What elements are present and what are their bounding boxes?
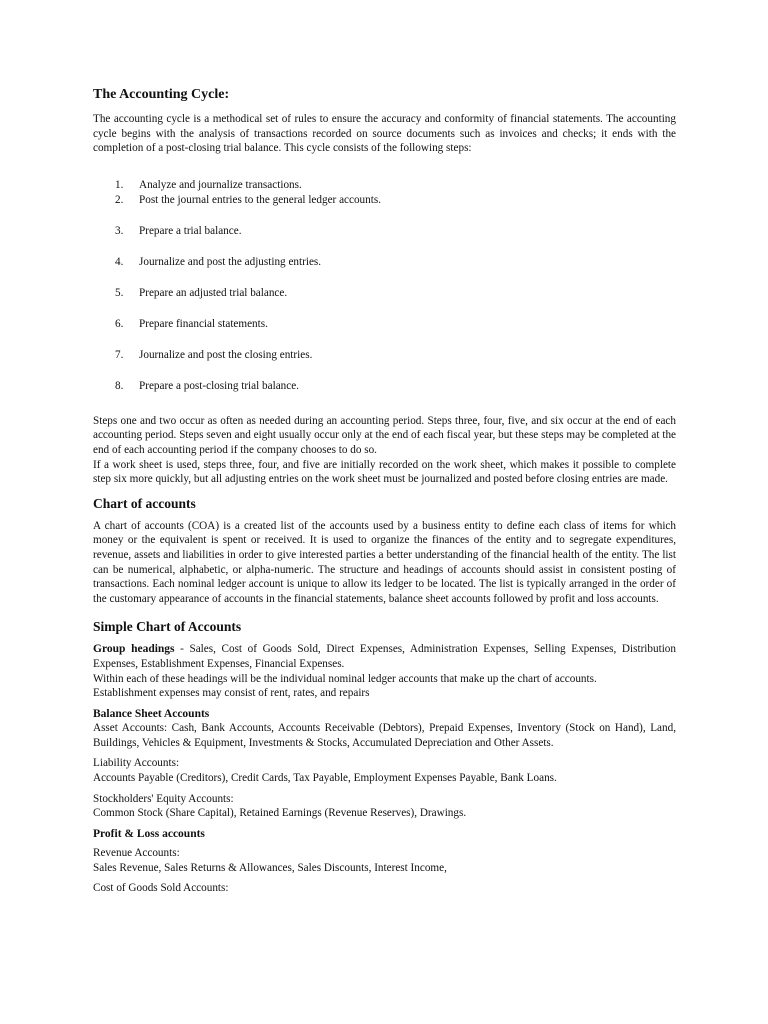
equity-accounts-label: Stockholders' Equity Accounts: — [93, 792, 234, 805]
revenue-accounts-label: Revenue Accounts: — [93, 847, 180, 860]
equity-accounts-items: Common Stock (Share Capital), Retained Earnings (Revenue Reserves), Drawings. — [93, 807, 467, 820]
work-sheet-paragraph: If a work sheet is used, steps three, four, and five are initially recorded on the work sheet, which makes it possible to complete step six more quickly, but all adjusting entries on the work sheet must be journalized and posted before closing entries are made. — [93, 458, 676, 486]
list-item-text: Prepare a trial balance. — [139, 224, 242, 237]
list-item-text: Prepare an adjusted trial balance. — [139, 286, 288, 299]
revenue-accounts-items: Sales Revenue, Sales Returns & Allowances, Sales Discounts, Interest Income, — [93, 861, 447, 874]
chart-of-accounts-heading: Chart of accounts — [93, 495, 196, 511]
steps-frequency-paragraph: Steps one and two occur as often as needed during an accounting period. Steps three, four, five, and six occur at the end of each accounting period. Steps seven and eight usually occur only at the end of each fiscal year, but these steps may be completed at the end of each accounting period if the company chooses to do so. — [93, 414, 676, 456]
group-headings-text: - Sales, Cost of Goods Sold, Direct Expenses, Administration Expenses, Selling Expenses, Distribution Expenses, Establishment Expenses, Financial Expenses. — [93, 643, 676, 670]
liability-accounts-label: Liability Accounts: — [93, 757, 180, 770]
list-item-number: 8. — [115, 379, 124, 392]
accounting-cycle-steps — [93, 178, 676, 394]
list-item-number: 5. — [115, 286, 124, 299]
list-item-number: 1. — [115, 178, 124, 191]
list-item-number: 2. — [115, 193, 124, 206]
list-item — [93, 379, 676, 394]
list-item — [93, 348, 676, 363]
cogs-accounts-label: Cost of Goods Sold Accounts: — [93, 882, 229, 895]
list-item — [93, 224, 676, 239]
list-item — [93, 317, 676, 332]
simple-chart-heading: Simple Chart of Accounts — [93, 619, 242, 635]
asset-accounts-text: Asset Accounts: Cash, Bank Accounts, Accounts Receivable (Debtors), Prepaid Expenses, Inventory (Stock on Hand), Land, Buildings, Vehicles & Equipment, Investments & Stocks, Accumulated Depreciation and Other Assets. — [93, 722, 676, 749]
list-item — [93, 178, 676, 193]
group-headings-label: Group headings — [93, 643, 175, 656]
list-item-text: Journalize and post the adjusting entries. — [139, 255, 322, 268]
list-item-text: Journalize and post the closing entries. — [139, 348, 313, 361]
balance-sheet-heading: Balance Sheet Accounts — [93, 707, 210, 720]
list-item-number: 6. — [115, 317, 124, 330]
list-item-number: 3. — [115, 224, 124, 237]
list-item-number: 7. — [115, 348, 124, 361]
list-item-number: 4. — [115, 255, 124, 268]
list-item-text: Prepare a post-closing trial balance. — [139, 379, 299, 392]
group-headings-paragraph — [93, 642, 676, 671]
list-item — [93, 193, 676, 208]
liability-accounts-items: Accounts Payable (Creditors), Credit Cards, Tax Payable, Employment Expenses Payable, Bank Loans. — [93, 771, 557, 784]
profit-loss-heading: Profit & Loss accounts — [93, 827, 205, 840]
within-headings-text: Within each of these headings will be the individual nominal ledger accounts that make up the chart of accounts. — [93, 672, 597, 685]
list-item-text: Analyze and journalize transactions. — [139, 178, 302, 191]
list-item — [93, 255, 676, 270]
establishment-text: Establishment expenses may consist of rent, rates, and repairs — [93, 687, 370, 700]
accounting-cycle-heading: The Accounting Cycle: — [93, 87, 230, 102]
list-item — [93, 286, 676, 301]
list-item-text: Prepare financial statements. — [139, 317, 268, 330]
list-item-text: Post the journal entries to the general ledger accounts. — [139, 193, 382, 206]
chart-of-accounts-body: A chart of accounts (COA) is a created list of the accounts used by a business entity to define each class of items for which money or the equivalent is spent or received. It is used to organize the finances of the entity and to segregate expenditures, revenue, assets and liabilities in order to give interested parties a better understanding of the financial health of the entity. The list can be numerical, alphabetic, or alpha-numeric. The structure and headings of accounts should assist in consistent posting of transactions. Each nominal ledger account is unique to allow its ledger to be located. The list is typically arranged in the order of the customary appearance of accounts in the financial statements, balance sheet accounts followed by profit and loss accounts. — [93, 519, 676, 605]
accounting-cycle-intro: The accounting cycle is a methodical set of rules to ensure the accuracy and conformity of financial statements. The accounting cycle begins with the analysis of transactions recorded on source documents such as invoices and checks; it ends with the completion of a post-closing trial balance. This cycle consists of the following steps: — [93, 113, 676, 155]
